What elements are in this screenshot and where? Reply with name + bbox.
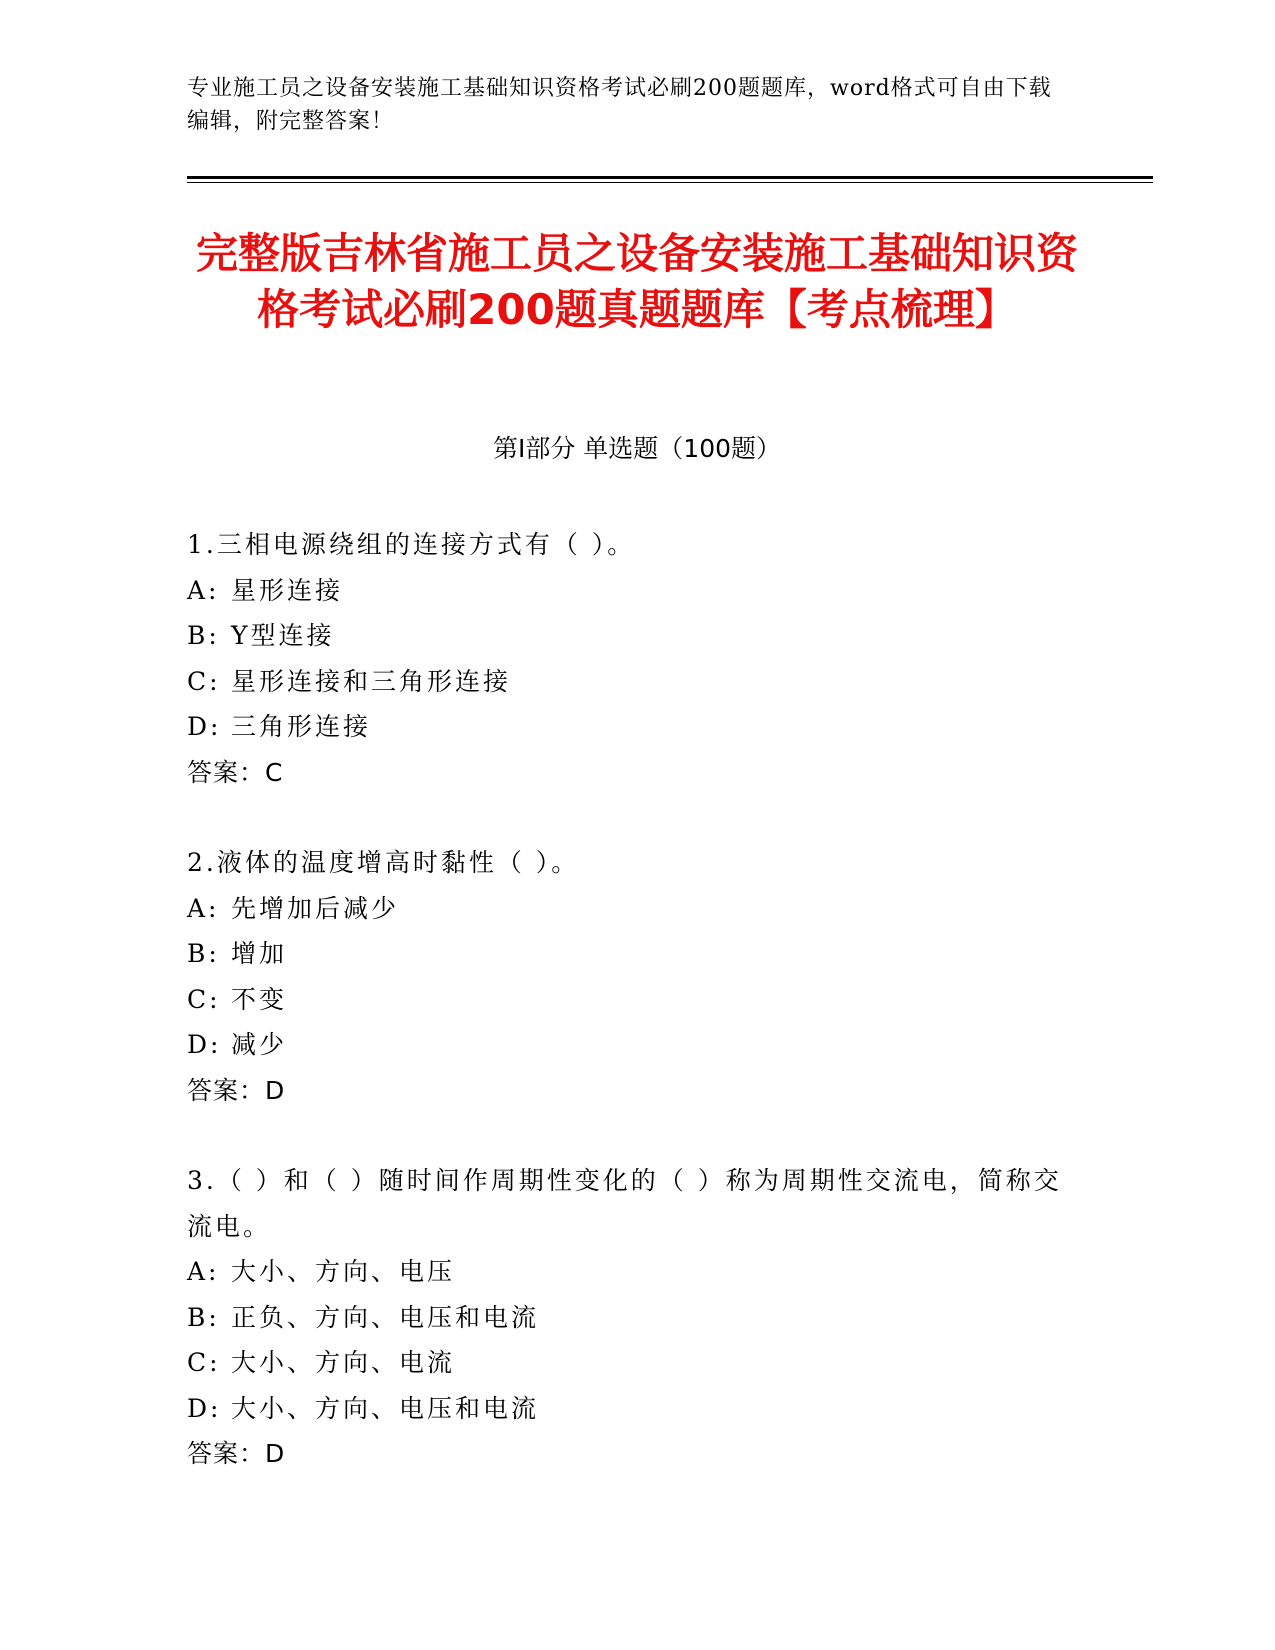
option-key: B:	[187, 939, 220, 968]
option-text: 星形连接和三角形连接	[231, 666, 512, 696]
option-text: 不变	[231, 984, 288, 1014]
option-c	[187, 1340, 1087, 1386]
option-a	[187, 568, 1087, 614]
answer-line: 答案：D	[187, 1075, 286, 1105]
question-3	[187, 1158, 1087, 1477]
option-text: 大小、方向、电压	[231, 1257, 456, 1286]
header-divider-thin	[187, 182, 1153, 183]
option-text: 减少	[231, 1030, 288, 1059]
option-key: A:	[187, 893, 220, 923]
answer-line: 答案：C	[187, 757, 284, 787]
option-key: C:	[187, 666, 221, 696]
option-key: D:	[187, 1393, 222, 1423]
option-a	[187, 886, 1087, 932]
option-text: Y型连接	[231, 621, 335, 650]
option-b	[187, 931, 1087, 977]
header-divider-thick	[187, 176, 1153, 179]
option-text: 先增加后减少	[231, 893, 400, 923]
option-key: B:	[187, 1302, 220, 1332]
question-stem: 1.三相电源绕组的连接方式有（ ）。	[187, 530, 636, 559]
question-stem: 2.液体的温度增高时黏性（ ）。	[187, 848, 580, 877]
option-d	[187, 704, 1087, 750]
option-b	[187, 1295, 1087, 1341]
option-text: 增加	[231, 939, 288, 968]
question-2	[187, 840, 1087, 1113]
header-note: 专业施工员之设备安装施工基础知识资格考试必刷200题题库，word格式可自由下载编辑，附完整答案！	[187, 76, 1052, 134]
option-b	[187, 613, 1087, 659]
answer-line: 答案：D	[187, 1439, 286, 1468]
option-text: 大小、方向、电压和电流	[231, 1393, 540, 1423]
option-text: 三角形连接	[231, 712, 372, 741]
question-1	[187, 522, 1087, 795]
option-c	[187, 659, 1087, 705]
question-stem: 3.（ ）和（ ）随时间作周期性变化的（ ）称为周期性交流电，简称交流电。	[187, 1166, 1062, 1241]
option-text: 星形连接	[231, 575, 344, 605]
section-heading: 第I部分 单选题（100题）	[492, 434, 782, 463]
option-key: D:	[187, 712, 222, 741]
option-text: 正负、方向、电压和电流	[231, 1302, 540, 1332]
option-key: A:	[187, 575, 220, 605]
document-title: 完整版吉林省施工员之设备安装施工基础知识资格考试必刷200题真题题库【考点梳理】	[195, 229, 1078, 334]
option-c	[187, 977, 1087, 1023]
option-d	[187, 1386, 1087, 1432]
option-key: C:	[187, 984, 221, 1014]
option-text: 大小、方向、电流	[231, 1348, 456, 1377]
option-a	[187, 1249, 1087, 1295]
option-key: C:	[187, 1348, 221, 1377]
option-key: A:	[187, 1257, 220, 1286]
option-key: D:	[187, 1030, 222, 1059]
option-d	[187, 1022, 1087, 1068]
option-key: B:	[187, 621, 220, 650]
